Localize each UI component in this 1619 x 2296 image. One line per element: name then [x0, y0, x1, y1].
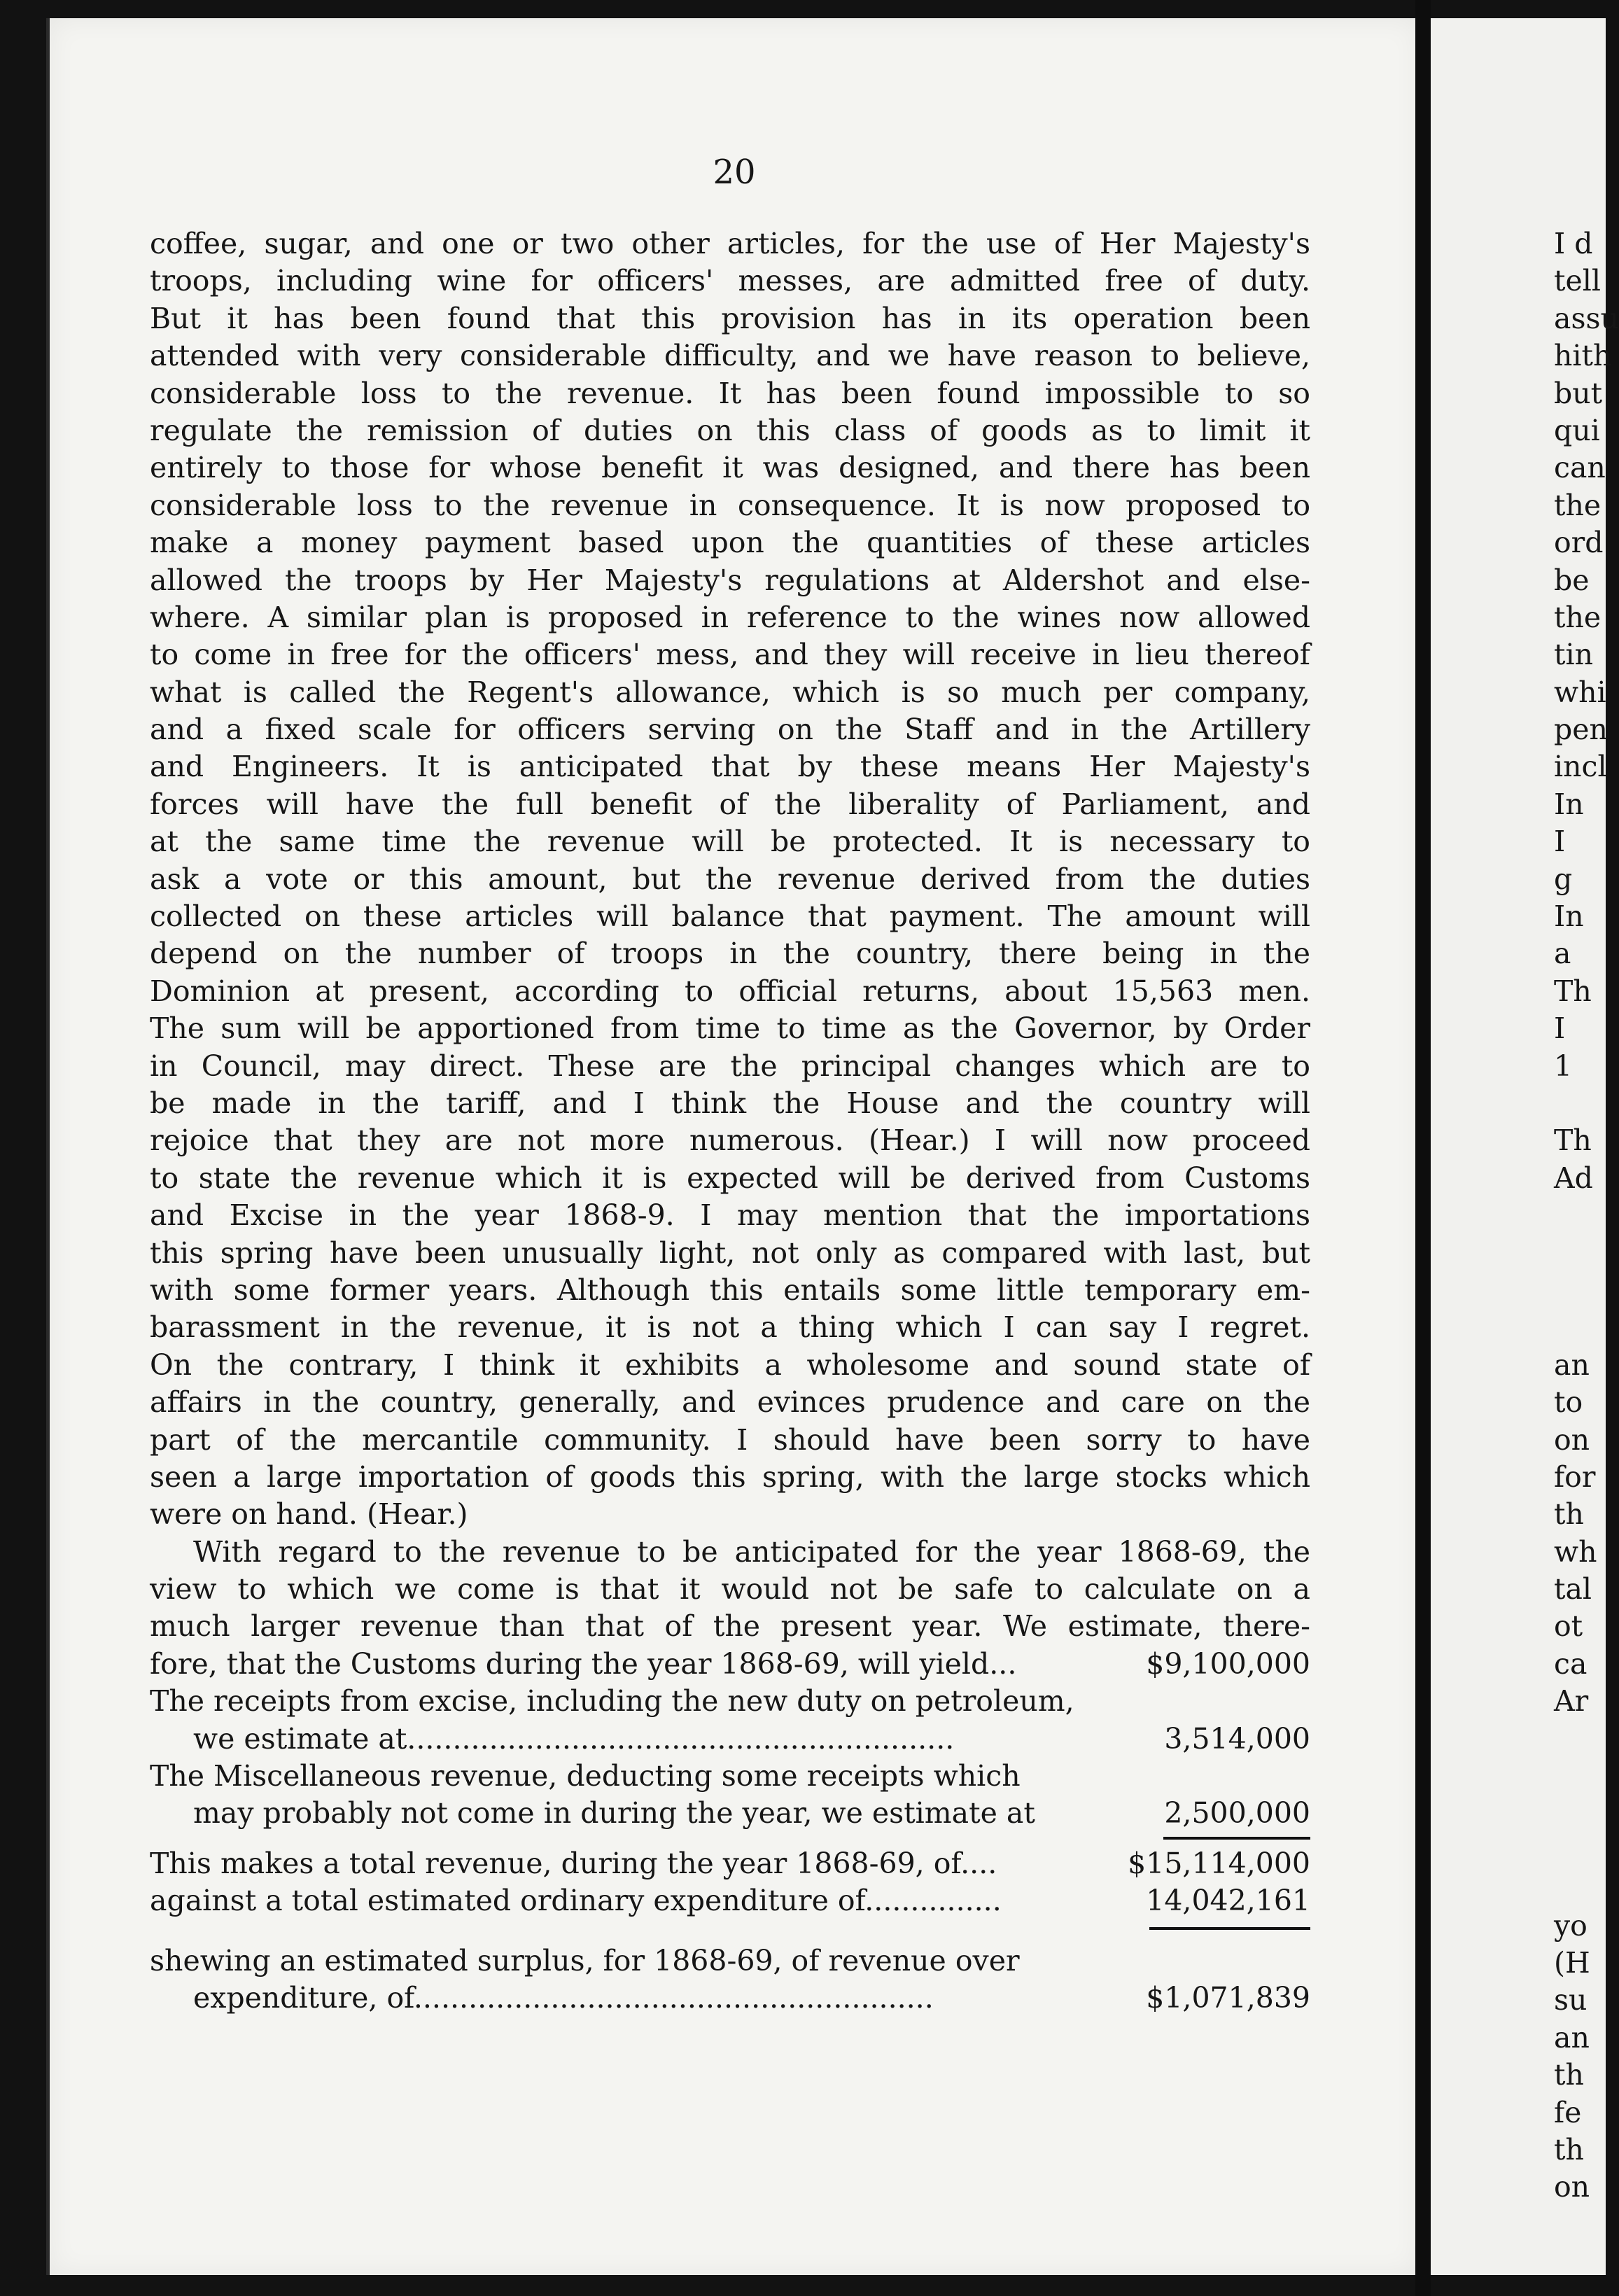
total-revenue-label: This makes a total revenue, during the year 1868-69, of.... [150, 1846, 997, 1880]
paragraph-tariff-changes [150, 225, 1310, 1534]
expenditure-amount: 14,042,161 [1146, 1884, 1310, 1918]
next-page-fragment: fe [1554, 2095, 1582, 2129]
next-page-fragment [1554, 1272, 1596, 1309]
next-page-fragment: th [1554, 2058, 1584, 2092]
estimate-excise-label: The receipts from excise, including the new duty on petroleum, [150, 1684, 1074, 1718]
paragraph1-line: regulate the remission of duties on this class of goods as to limit it [150, 413, 1310, 447]
next-page-fragment: In [1554, 899, 1584, 934]
paragraph1-line: On the contrary, I think it exhibits a wholesome and sound state of [150, 1348, 1310, 1382]
next-page-fragment: assu [1554, 301, 1619, 335]
surplus-label-row [150, 1942, 1310, 1980]
next-page-fragment [1554, 1309, 1596, 1346]
next-page-fragment: the [1554, 488, 1602, 522]
next-page-fragment: tell [1554, 264, 1601, 298]
next-page-fragment: Th [1554, 974, 1592, 1008]
paragraph-revenue-estimate [150, 1534, 1310, 1646]
paragraph1-line: barassment in the revenue, it is not a thing which I can say I regret. [150, 1310, 1310, 1345]
estimate-customs-label: fore, that the Customs during the year 1868-69, will yield... [150, 1646, 1017, 1681]
next-page-fragment: a [1554, 937, 1571, 971]
next-page-text-fragments [1554, 225, 1619, 2206]
estimate-misc-row [150, 1795, 1310, 1832]
paragraph1-line: this spring have been unusually light, not only as compared with last, but [150, 1236, 1310, 1270]
estimate-misc-label-cont: may probably not come in during the year, we estimate at [193, 1796, 1035, 1830]
paragraph1-line: were on hand. (Hear.) [150, 1497, 468, 1532]
paragraph1-line: depend on the number of troops in the country, there being in the [150, 937, 1310, 971]
next-page-fragment: hith [1554, 339, 1612, 373]
paragraph1-line: part of the mercantile community. I should have been sorry to have [150, 1422, 1310, 1457]
estimate-misc-label: The Miscellaneous revenue, deducting some receipts which [150, 1759, 1021, 1793]
estimate-customs-amount: $9,100,000 [1146, 1646, 1310, 1681]
next-page-fragment: I d [1554, 227, 1593, 260]
next-page-fragment [1554, 1085, 1596, 1122]
paragraph1-line: seen a large importation of goods this spring, with the large stocks which [150, 1460, 1310, 1494]
next-page-fragment [1554, 1721, 1596, 1758]
paragraph1-line: and a fixed scale for officers serving on the Staff and in the Artillery [150, 713, 1310, 747]
paragraph1-line: But it has been found that this provision has in its operation been [150, 301, 1310, 335]
next-page-fragment: th [1554, 1497, 1584, 1532]
paragraph1-line: rejoice that they are not more numerous. (Hear.) I will now proceed [150, 1124, 1310, 1158]
surplus-amount: $1,071,839 [1146, 1980, 1310, 2015]
next-page-fragment: Ad [1554, 1161, 1593, 1195]
paragraph1-line: to state the revenue which it is expected will be derived from Customs [150, 1161, 1310, 1195]
paragraph1-line: Dominion at present, according to official returns, about 15,563 men. [150, 974, 1310, 1008]
paragraph1-line: be made in the tariff, and I think the House and the country will [150, 1086, 1310, 1120]
next-page-fragment: qui [1554, 413, 1600, 447]
total-revenue-row [150, 1845, 1310, 1882]
next-page-fragment: be [1554, 563, 1590, 597]
next-page-fragment: (H [1554, 1945, 1590, 1980]
paragraph1-line: forces will have the full benefit of the liberality of Parliament, and [150, 787, 1310, 821]
next-page-fragment: incl [1554, 750, 1607, 784]
paragraph1-line: with some former years. Although this entails some little temporary em- [150, 1273, 1310, 1307]
next-page-fragment: ca [1554, 1646, 1588, 1681]
paragraph2-line: view to which we come is that it would not be safe to calculate on a [150, 1572, 1310, 1606]
next-page-fragment: Th [1554, 1124, 1592, 1158]
next-page-fragment [1554, 1197, 1596, 1234]
next-page-fragment: th [1554, 2132, 1584, 2166]
paragraph1-line: considerable loss to the revenue in consequence. It is now proposed to [150, 488, 1310, 522]
estimate-excise-amount: 3,514,000 [1164, 1721, 1310, 1756]
paragraph1-line: what is called the Regent's allowance, which is so much per company, [150, 675, 1310, 709]
next-page-fragment: the [1554, 600, 1602, 634]
next-page-fragment: can [1554, 451, 1606, 485]
next-page-fragment: wh [1554, 1534, 1597, 1569]
estimate-excise-label-cont: we estimate at............................................................ [193, 1721, 955, 1756]
estimate-excise-label-row [150, 1683, 1310, 1720]
paragraph1-line: and Engineers. It is anticipated that by these means Her Majesty's [150, 750, 1310, 784]
paragraph1-line: attended with very considerable difficulty, and we have reason to believe, [150, 339, 1310, 373]
next-page-fragment: an [1554, 2020, 1590, 2054]
next-page-fragment: I [1554, 1011, 1566, 1046]
total-revenue-amount: $15,114,000 [1128, 1846, 1310, 1880]
paragraph1-line: make a money payment based upon the quantities of these articles [150, 526, 1310, 560]
next-page-fragment: whi [1554, 675, 1606, 709]
paragraph1-line: allowed the troops by Her Majesty's regulations at Aldershot and else- [150, 563, 1310, 597]
paragraph1-line: ask a vote or this amount, but the revenue derived from the duties [150, 862, 1310, 896]
expenditure-label: against a total estimated ordinary expenditure of............... [150, 1884, 1002, 1918]
paragraph1-line: and Excise in the year 1868-9. I may mention that the importations [150, 1198, 1310, 1233]
estimate-excise-row [150, 1721, 1310, 1758]
paragraph1-line: in Council, may direct. These are the principal changes which are to [150, 1049, 1310, 1083]
book-gutter [1415, 0, 1431, 2296]
paragraph1-line: troops, including wine for officers' messes, are admitted free of duty. [150, 264, 1310, 298]
next-page-fragment: for [1554, 1460, 1596, 1494]
paragraph1-line: affairs in the country, generally, and evinces prudence and care on the [150, 1385, 1310, 1420]
next-page-fragment: I [1554, 825, 1566, 859]
next-page-fragment [1554, 1870, 1596, 1907]
next-page-fragment [1554, 1758, 1596, 1795]
estimate-misc-label-row [150, 1758, 1310, 1795]
next-page-fragment: Ar [1554, 1684, 1589, 1718]
page-number: 20 [713, 153, 756, 192]
next-page-fragment: g [1554, 862, 1573, 896]
next-page-fragment [1554, 1833, 1596, 1870]
paragraph1-line: considerable loss to the revenue. It has been found impossible to so [150, 376, 1310, 410]
paragraph1-line: entirely to those for whose benefit it was designed, and there has been [150, 451, 1310, 485]
paragraph1-line: to come in free for the officers' mess, and they will receive in lieu thereof [150, 638, 1310, 672]
paragraph1-line: coffee, sugar, and one or two other articles, for the use of Her Majesty's [150, 227, 1310, 260]
next-page-fragment: to [1554, 1385, 1583, 1420]
next-page-fragment: tal [1554, 1572, 1592, 1606]
difference-rule [1149, 1927, 1310, 1930]
next-page-fragment: su [1554, 1983, 1588, 2017]
estimate-customs-row [150, 1646, 1310, 1683]
next-page-fragment: yo [1554, 1908, 1588, 1942]
next-page-fragment: an [1554, 1348, 1590, 1382]
surplus-row [150, 1980, 1310, 2017]
paragraph1-line: where. A similar plan is proposed in reference to the wines now allowed [150, 600, 1310, 634]
body-text [150, 225, 1310, 2017]
next-page-fragment: but [1554, 376, 1603, 410]
next-page-fragment: ord [1554, 526, 1604, 560]
next-page-fragment: tin [1554, 638, 1593, 672]
paragraph1-line: The sum will be apportioned from time to time as the Governor, by Order [150, 1011, 1310, 1046]
expenditure-row [150, 1882, 1310, 1919]
paragraph1-line: collected on these articles will balance that payment. The amount will [150, 899, 1310, 934]
paragraph1-line: at the same time the revenue will be protected. It is necessary to [150, 825, 1310, 859]
next-page-fragment: ot [1554, 1609, 1583, 1644]
paragraph2-line: much larger revenue than that of the present year. We estimate, there- [150, 1609, 1310, 1644]
sum-rule [1163, 1837, 1310, 1840]
next-page-fragment: pen [1554, 713, 1608, 747]
estimate-misc-amount: 2,500,000 [1164, 1796, 1310, 1830]
next-page-fragment: 1 [1554, 1049, 1573, 1083]
surplus-label: shewing an estimated surplus, for 1868-69, of revenue over [150, 1943, 1020, 1977]
surplus-label-cont: expenditure, of......................................................... [193, 1980, 934, 2015]
next-page-fragment: on [1554, 1422, 1590, 1457]
next-page-fragment [1554, 1795, 1596, 1832]
next-page-fragment: on [1554, 2170, 1590, 2204]
next-page-fragment [1554, 1235, 1596, 1272]
paragraph2-line: With regard to the revenue to be anticipated for the year 1868-69, the [193, 1534, 1310, 1569]
next-page-fragment: In [1554, 787, 1584, 821]
